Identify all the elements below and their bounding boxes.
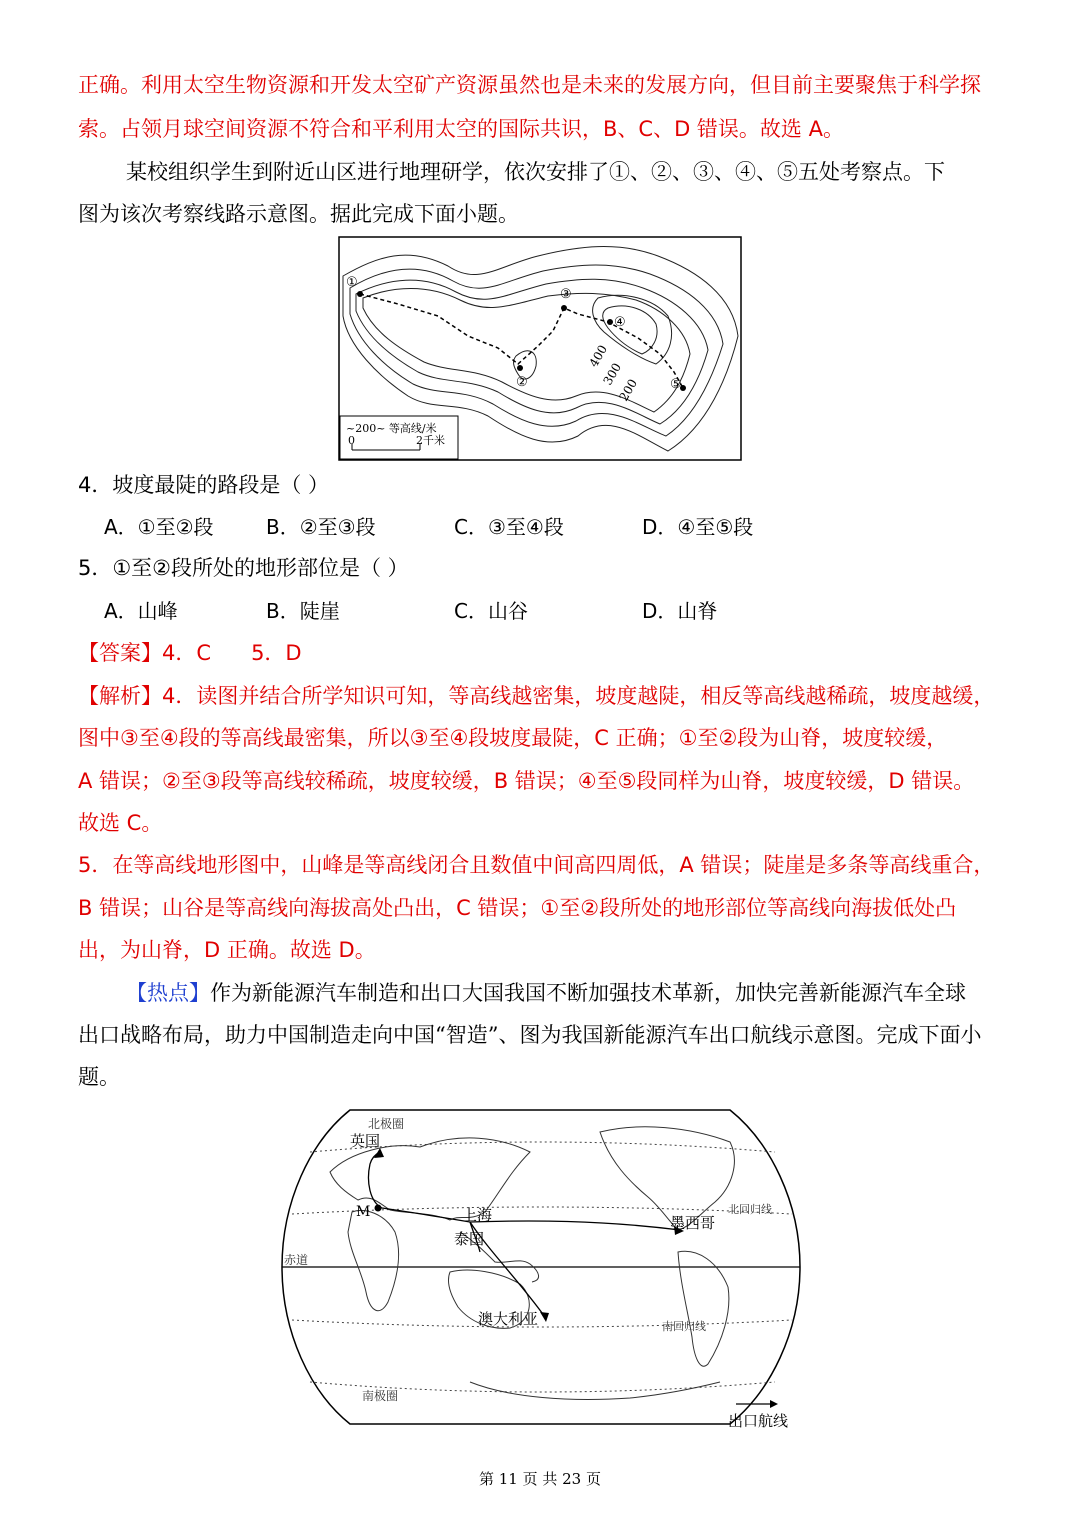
- q4-option-c[interactable]: C．③至④段: [454, 515, 564, 539]
- contour-label-300: 300: [600, 360, 625, 388]
- hot-tag: 【热点】: [126, 981, 210, 1005]
- analysis-line-4: 故选 C。: [78, 811, 163, 835]
- analysis-line-5: 5．在等高线地形图中，山峰是等高线闭合且数值中间高四周低，A 错误；陡崖是多条等高线重合，: [78, 853, 995, 877]
- point-3-label: ③: [560, 287, 572, 302]
- label-thailand: 泰国: [454, 1230, 485, 1248]
- answer-line: [78, 638, 302, 668]
- scale-zero: 0: [348, 434, 355, 447]
- label-arctic: 北极圈: [368, 1117, 405, 1131]
- point-m-marker: [375, 1205, 382, 1212]
- label-shanghai: 上海: [462, 1206, 493, 1224]
- analysis-line-2: 图中③至④段的等高线最密集，所以③至④段坡度最陡，C 正确；①至②段为山脊，坡度较缓，: [78, 726, 948, 750]
- answer-tag: 【答案】: [78, 641, 162, 665]
- scale-end: 2千米: [416, 434, 445, 447]
- page-footer: 第 11 页 共 23 页: [478, 1470, 601, 1488]
- contour-label-200: 200: [616, 376, 641, 404]
- prev-explanation-line-2: 索。占领月球空间资源不符合和平利用太空的国际共识，B、C、D 错误。故选 A。: [78, 117, 844, 141]
- q5-option-d[interactable]: D．山脊: [642, 599, 718, 623]
- question-5-stem: 5．①至②段所处的地形部位是（ ）: [78, 556, 409, 580]
- hot-line-1: 【热点】作为新能源汽车制造和出口大国我国不断加强技术革新，加快完善新能源汽车全球: [126, 981, 966, 1005]
- label-m: M: [356, 1204, 371, 1220]
- q5-option-a[interactable]: A．山峰: [104, 599, 178, 623]
- point-1-label: ①: [346, 275, 358, 290]
- analysis-line-1: 【解析】4．读图并结合所学知识可知，等高线越密集，坡度越陡，相反等高线越稀疏，坡度越缓，: [78, 684, 995, 708]
- q5-option-c[interactable]: C．山谷: [454, 599, 528, 623]
- analysis-line-6: B 错误；山谷是等高线向海拔高处凸出，C 错误；①至②段所处的地形部位等高线向海拔低处凸: [78, 896, 957, 920]
- legend-contour-text: ~200~ 等高线/米: [346, 422, 437, 435]
- label-tropic-south: 南回归线: [662, 1320, 706, 1333]
- question-4-stem: 4．坡度最陡的路段是（ ）: [78, 473, 330, 497]
- label-mexico: 墨西哥: [670, 1214, 716, 1232]
- analysis-tag: 【解析】: [78, 684, 162, 708]
- hot-line-3: 题。: [78, 1065, 120, 1089]
- legend-route-arrow: [770, 1400, 778, 1408]
- intro-line-2: 图为该次考察线路示意图。据此完成下面小题。: [78, 202, 519, 226]
- legend-route-text: 出口航线: [728, 1412, 789, 1430]
- contour-map-figure: [338, 236, 742, 465]
- intro-line-1: 某校组织学生到附近山区进行地理研学，依次安排了①、②、③、④、⑤五处考察点。下: [126, 160, 945, 184]
- analysis-line-3: A 错误；②至③段等高线较稀疏，坡度较缓，B 错误；④至⑤段同样为山脊，坡度较缓，D 错误。: [78, 769, 975, 793]
- label-australia: 澳大利亚: [478, 1310, 539, 1328]
- label-tropic-north: 北回归线: [728, 1203, 772, 1216]
- q4-option-a[interactable]: A．①至②段: [104, 515, 214, 539]
- analysis-line-7: 出，为山脊，D 正确。故选 D。: [78, 938, 376, 962]
- hot-line-2: 出口战略布局，助力中国制造走向中国“智造”、图为我国新能源汽车出口航线示意图。完成下面小: [78, 1023, 982, 1047]
- contour-label-400: 400: [586, 342, 611, 370]
- point-4-label: ④: [614, 315, 626, 330]
- answer-text: 4．C 5．D: [162, 641, 302, 665]
- world-map-svg: [270, 1102, 815, 1437]
- label-equator: 赤道: [284, 1253, 309, 1267]
- label-uk: 英国: [350, 1132, 381, 1150]
- q5-option-b[interactable]: B．陡崖: [266, 599, 340, 623]
- prev-explanation-line-1: 正确。利用太空生物资源和开发太空矿产资源虽然也是未来的发展方向，但目前主要聚焦于科学探: [78, 73, 981, 97]
- contour-map-svg: [338, 236, 742, 461]
- point-5-label: ⑤: [670, 377, 682, 392]
- world-map-figure: [270, 1102, 815, 1441]
- label-antarctic: 南极圈: [362, 1389, 399, 1403]
- point-2-label: ②: [516, 375, 528, 390]
- q4-option-b[interactable]: B．②至③段: [266, 515, 376, 539]
- q4-option-d[interactable]: D．④至⑤段: [642, 515, 754, 539]
